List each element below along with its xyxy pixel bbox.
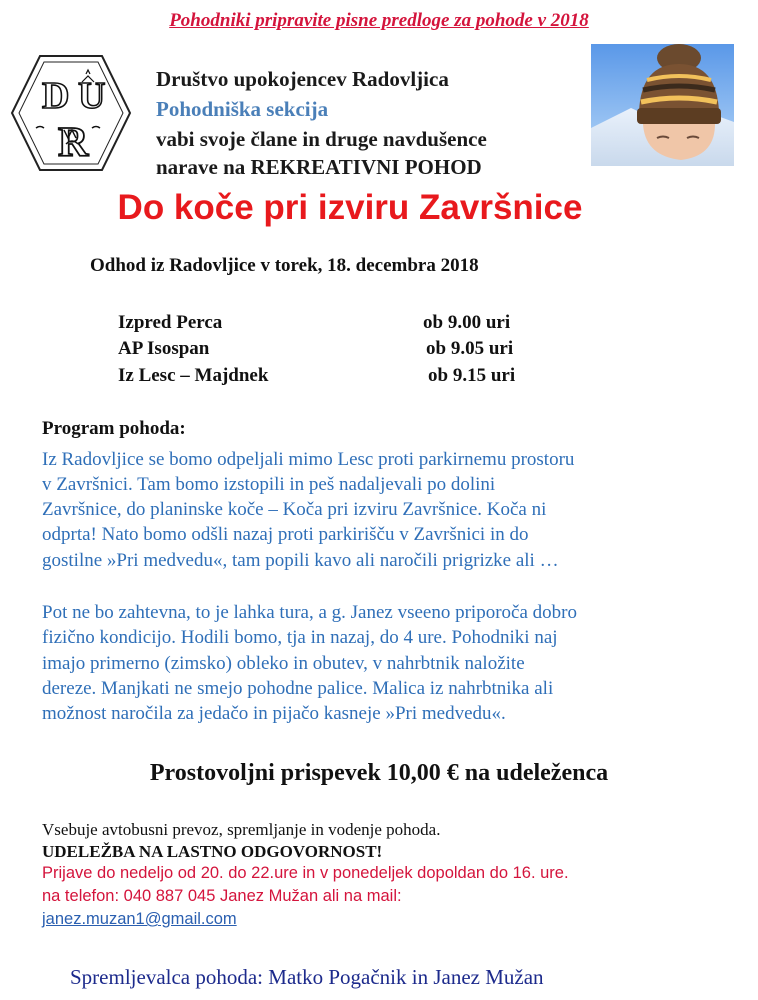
- stop-time: ob 9.15 uri: [428, 365, 516, 386]
- includes-note: Vsebuje avtobusni prevoz, spremljanje in vodenje pohoda.: [42, 820, 441, 839]
- contact-email-link[interactable]: janez.muzan1@gmail.com: [42, 910, 237, 928]
- dru-logo-icon: [8, 52, 134, 174]
- signup-contact: na telefon: 040 887 045 Janez Mužan ali na mail:: [42, 887, 402, 905]
- logo-letter-d: D: [42, 75, 70, 117]
- signup-note: Prijave do nedeljo od 20. do 22.ure in v ponedeljek dopoldan do 16. ure.: [42, 864, 569, 882]
- liability-note: UDELEŽBA NA LASTNO ODGOVORNOST!: [42, 842, 383, 861]
- program-text-line: odprta! Nato bomo odšli nazaj proti parkirišču v Završnici in do: [42, 524, 529, 545]
- organization-name: Društvo upokojencev Radovljica: [156, 67, 449, 91]
- logo-letter-r: R: [58, 120, 89, 166]
- program-text-line: Završnice, do planinske koče – Koča pri izviru Završnice. Koča ni: [42, 499, 547, 520]
- program-heading: Program pohoda:: [42, 418, 186, 439]
- companions-info: Spremljevalca pohoda: Matko Pogačnik in Janez Mužan: [70, 965, 544, 989]
- top-banner: Pohodniki pripravite pisne predloge za pohode v 2018: [169, 10, 589, 31]
- program-text-line: imajo primerno (zimsko) obleko in obutev, v nahrbtnik naložite: [42, 653, 525, 674]
- knit-hat-photo-icon: [591, 44, 734, 166]
- stop-name: AP Isospan: [118, 338, 210, 359]
- contribution-info: Prostovoljni prispevek 10,00 € na udeleženca: [149, 760, 609, 786]
- program-text-line: Iz Radovljice se bomo odpeljali mimo Lesc proti parkirnemu prostoru: [42, 449, 575, 470]
- program-text-line: v Završnici. Tam bomo izstopili in peš nadaljevali po dolini: [42, 474, 496, 495]
- event-title: Do koče pri izviru Završnice: [117, 188, 583, 227]
- stop-name: Izpred Perca: [118, 312, 223, 333]
- stop-time: ob 9.00 uri: [423, 312, 511, 333]
- invite-line-1: vabi svoje člane in druge navdušence: [156, 127, 487, 151]
- program-text-line: fizično kondicijo. Hodili bomo, tja in nazaj, do 4 ure. Pohodniki naj: [42, 627, 558, 648]
- program-text-line: dereze. Manjkati ne smejo pohodne palice. Malica iz nahrbtnika ali: [42, 678, 554, 699]
- departure-info: Odhod iz Radovljice v torek, 18. decembra 2018: [90, 255, 479, 276]
- stop-name: Iz Lesc – Majdnek: [118, 365, 269, 386]
- logo-letter-u: U: [78, 75, 106, 117]
- program-text-line: Pot ne bo zahtevna, to je lahka tura, a g. Janez vseeno priporoča dobro: [42, 602, 577, 623]
- program-text-line: gostilne »Pri medvedu«, tam popili kavo ali naročili prigrizke ali …: [42, 550, 559, 571]
- program-text-line: možnost naročila za jedačo in pijačo kasneje »Pri medvedu«.: [42, 703, 506, 724]
- organization-section: Pohodniška sekcija: [156, 97, 329, 121]
- stop-time: ob 9.05 uri: [426, 338, 514, 359]
- invite-line-2: narave na REKREATIVNI POHOD: [156, 155, 482, 179]
